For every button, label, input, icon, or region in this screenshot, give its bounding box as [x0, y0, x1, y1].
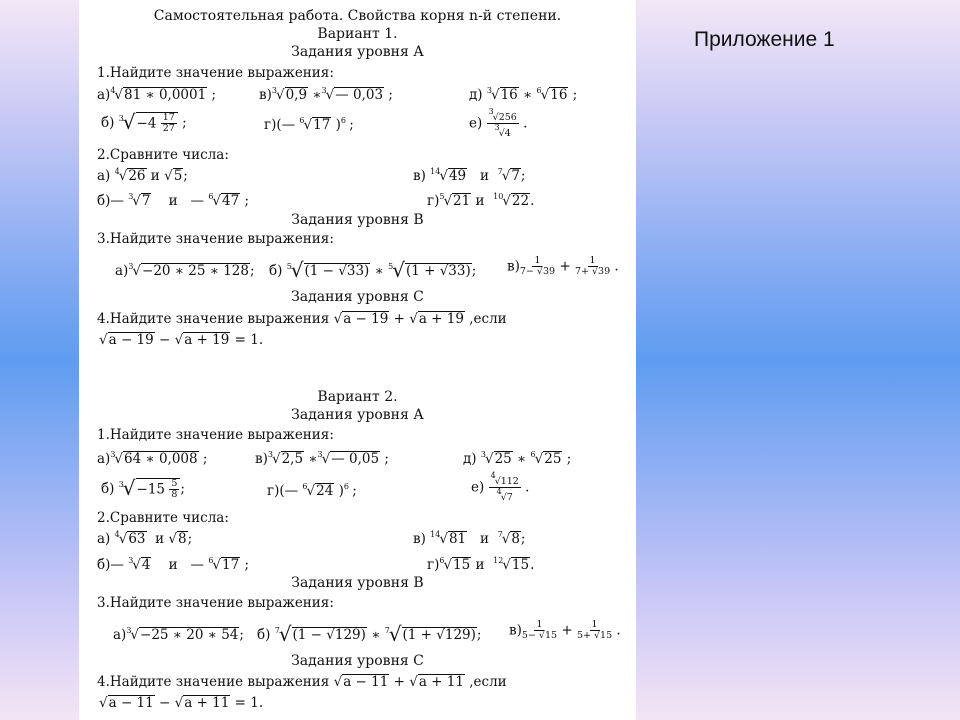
task-item: а)$^3$√−20 ∗ 25 ∗ 128; [115, 262, 255, 279]
task-item: б) $^3$√−4 $\frac{17}{27}$ ; [101, 110, 187, 134]
task-item: в)$^3$√2,5 ∗$^3$√— 0,05 ; [255, 450, 389, 467]
task-item: г)$^6$√15 и $^{12}$√15. [427, 556, 535, 573]
task-item: а)$^4$√81 ∗ 0,0001 ; [97, 86, 217, 103]
task-item: б)— $^3$√4 и — $^6$√17 ; [97, 556, 250, 573]
task-item: в)$^3$√0,9 ∗$^3$√— 0,03 ; [259, 86, 393, 103]
task-item: д) $^3$√16 ∗ $^6$√16 ; [469, 86, 578, 103]
variant-label: Вариант 2. [317, 389, 398, 405]
task-item: в) $^{14}$√81 и $^7$√8; [413, 530, 526, 547]
slide-label: Приложение 1 [694, 28, 835, 51]
task-item: а)$^3$√−25 ∗ 20 ∗ 54; [113, 626, 244, 643]
task-item: г)$^5$√21 и $^{10}$√22. [427, 192, 535, 209]
task-prompt: 4.Найдите значение выражения √a − 19 + √a + 19 ,если [97, 311, 507, 327]
task-prompt: 2.Сравните числа: [97, 147, 229, 163]
task-item: а) $^4$√26 и √5; [97, 167, 188, 184]
task-prompt: 2.Сравните числа: [97, 510, 229, 526]
task-item: б)— $^3$√7 и — $^6$√47 ; [97, 192, 250, 209]
task-item: е) $\frac{^3√256}{^3√4}$ . [469, 107, 528, 140]
task-item: б) $^5$√(1 − √33) ∗ $^5$√(1 + √33); [269, 258, 477, 282]
task-prompt: 3.Найдите значение выражения: [97, 231, 334, 247]
task-item: г)(— $^6$√24 )$^6$ ; [267, 482, 357, 499]
task-item: в) $\frac{1}{7- √39}$ + $\frac{1}{7+ √39}$ . [507, 255, 619, 278]
task-prompt: 4.Найдите значение выражения √a − 11 + √a + 11 ,если [97, 674, 507, 690]
variant-label: Вариант 1. [317, 26, 398, 42]
task-item: б) $^7$√(1 − √129) ∗ $^7$√(1 + √129); [257, 622, 482, 646]
task-prompt: 1.Найдите значение выражения: [97, 65, 334, 81]
task-item: д) $^3$√25 ∗ $^6$√25 ; [463, 450, 572, 467]
task-item: е) $\frac{^4√112}{^4√7}$ . [471, 471, 530, 504]
task-item: а)$^3$√64 ∗ 0,008 ; [97, 450, 208, 467]
level-heading: Задания уровня С [291, 653, 424, 669]
task-item: в) $^{14}$√49 и $^7$√7; [413, 167, 526, 184]
level-heading: Задания уровня А [291, 44, 424, 60]
level-heading: Задания уровня В [291, 575, 424, 591]
task-prompt: 3.Найдите значение выражения: [97, 595, 334, 611]
worksheet [79, 0, 636, 720]
level-heading: Задания уровня В [291, 212, 424, 228]
task-condition: √a − 11 − √a + 11 = 1. [99, 695, 264, 711]
task-item: г)(— $^6$√17 )$^6$ ; [264, 116, 354, 133]
level-heading: Задания уровня А [291, 407, 424, 423]
task-item: б) $^3$√−15 $\frac{5}{8}$ ; [101, 476, 185, 500]
worksheet-title: Самостоятельная работа. Свойства корня n-й степени. [153, 8, 562, 24]
task-condition: √a − 19 − √a + 19 = 1. [99, 332, 264, 348]
task-prompt: 1.Найдите значение выражения: [97, 427, 334, 443]
task-item: а) $^4$√63 и √8; [97, 530, 193, 547]
task-item: в) $\frac{1}{5- √15}$ + $\frac{1}{5+ √15}$ . [509, 619, 621, 642]
level-heading: Задания уровня С [291, 289, 424, 305]
